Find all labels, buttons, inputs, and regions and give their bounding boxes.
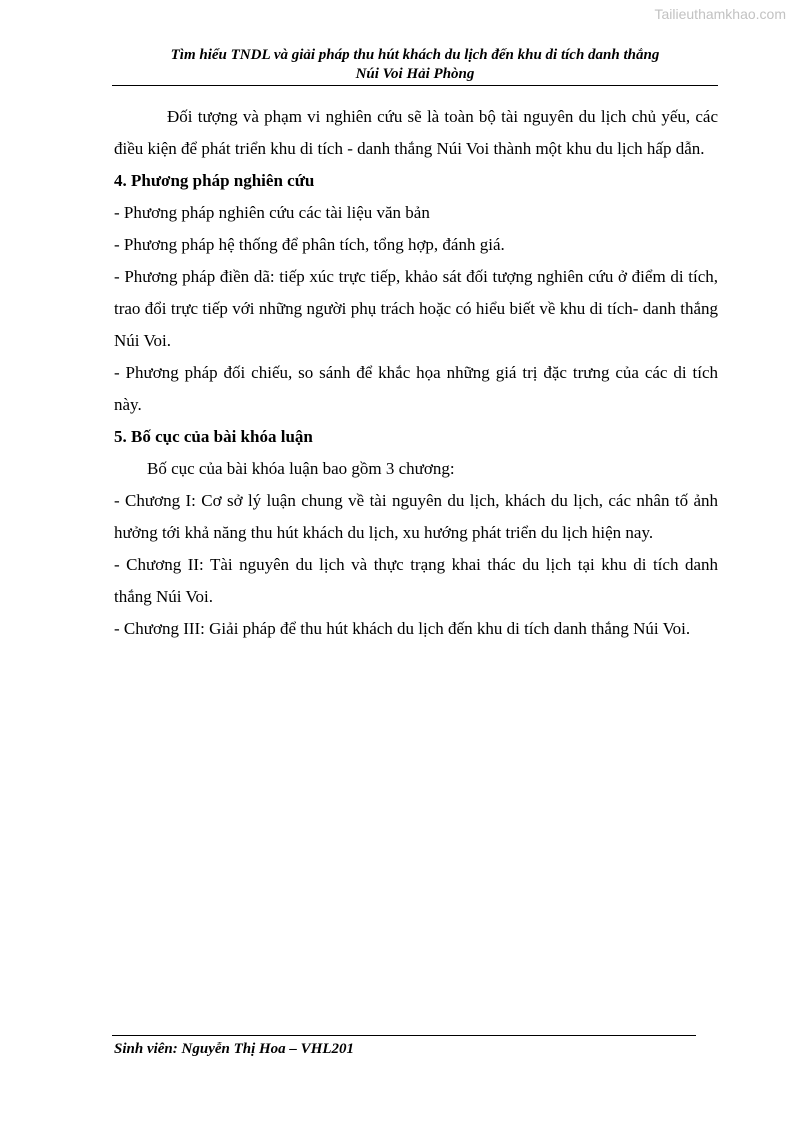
section-4-heading: 4. Phương pháp nghiên cứu (114, 171, 315, 190)
chapter-item: - Chương II: Tài nguyên du lịch và thực trạng khai thác du lịch tại khu di tích danh thắng Núi Voi. (114, 555, 718, 606)
scope-paragraph: Đối tượng và phạm vi nghiên cứu sẽ là toàn bộ tài nguyên du lịch chủ yếu, các điều kiện để phát triển khu di tích - danh thắng Núi Voi thành một khu du lịch hấp dẫn. (114, 107, 718, 158)
method-item: - Phương pháp đối chiếu, so sánh để khắc họa những giá trị đặc trưng của các di tích này. (114, 363, 718, 414)
method-item: - Phương pháp nghiên cứu các tài liệu văn bản (114, 203, 430, 222)
chapter-item: - Chương III: Giải pháp để thu hút khách du lịch đến khu di tích danh thắng Núi Voi. (114, 619, 691, 638)
footer-divider (112, 1035, 696, 1036)
section-5-heading: 5. Bố cục của bài khóa luận (114, 427, 313, 446)
chapter-item: - Chương I: Cơ sở lý luận chung về tài nguyên du lịch, khách du lịch, các nhân tố ảnh hưởng tới khả năng thu hút khách du lịch, xu hướng phát triển du lịch hiện nay. (114, 491, 718, 542)
method-item: - Phương pháp điền dã: tiếp xúc trực tiếp, khảo sát đối tượng nghiên cứu ở điểm di tích, trao đổi trực tiếp với những người phụ trách hoặc có hiểu biết về khu di tích- danh thắng Núi Voi. (114, 267, 718, 350)
method-item: - Phương pháp hệ thống để phân tích, tổng hợp, đánh giá. (114, 235, 505, 254)
header-title-line2: Núi Voi Hải Phòng (355, 66, 475, 82)
watermark: Tailieuthamkhao.com (654, 6, 786, 22)
structure-intro: Bố cục của bài khóa luận bao gồm 3 chương: (147, 459, 455, 478)
footer-student: Sinh viên: Nguyễn Thị Hoa – VHL201 (114, 1041, 355, 1057)
page-header (112, 46, 718, 86)
header-title-line1: Tìm hiểu TNDL và giải pháp thu hút khách du lịch đến khu di tích danh thắng (170, 47, 660, 63)
page-content (114, 101, 718, 645)
